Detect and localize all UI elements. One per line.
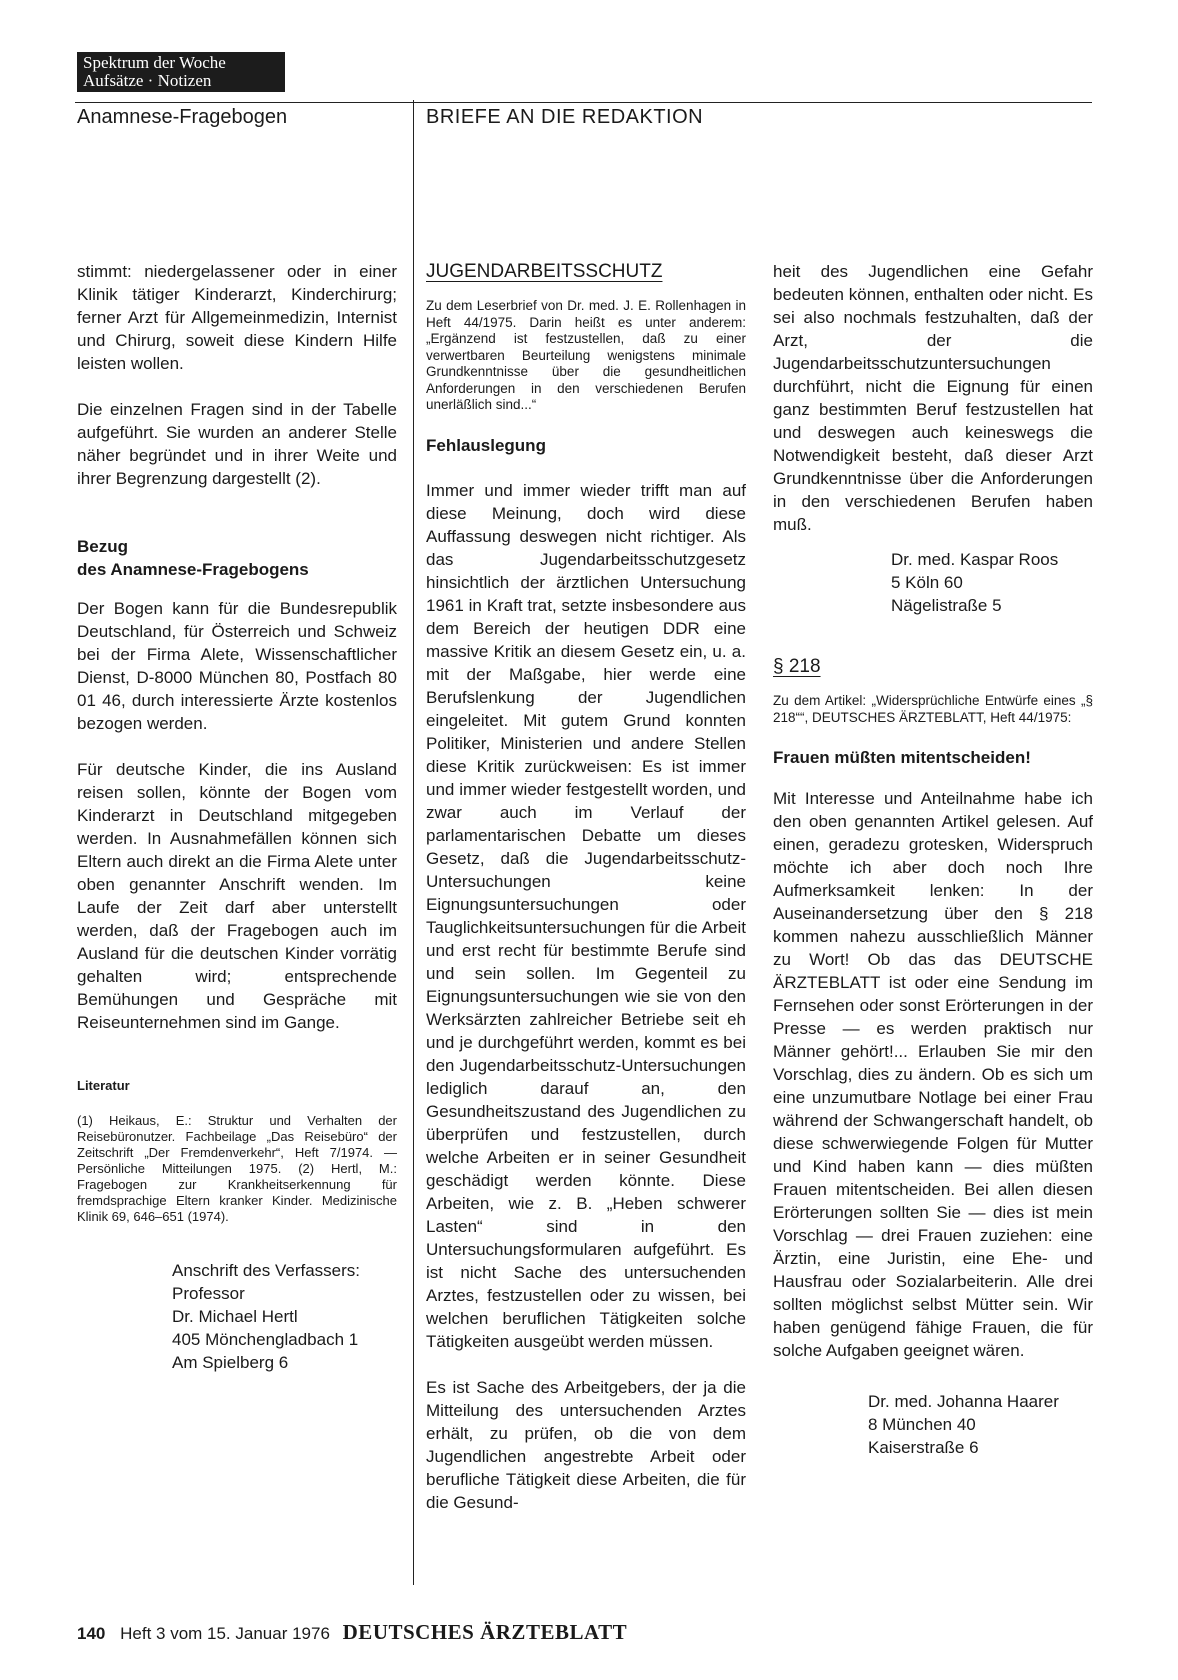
letter-heading: Frauen müßten mitentscheiden! (773, 748, 1031, 767)
page-number: 140 (77, 1624, 106, 1643)
address-line: Am Spielberg 6 (172, 1353, 289, 1372)
letter-column-1 (426, 260, 746, 1537)
signature-line: Dr. med. Kaspar Roos (891, 550, 1059, 569)
issue-info: Heft 3 vom 15. Januar 1976 (120, 1624, 330, 1643)
letter-column-2 (773, 260, 1093, 1479)
address-line: 405 Mönchengladbach 1 (172, 1330, 359, 1349)
author-address (77, 1259, 397, 1374)
letter-paragraph: heit des Jugendlichen eine Gefahr bedeuten können, enthalten oder nicht. Es sei also nochmals festzuhalten, daß der Arzt, der die Jugendarbeitsschutzuntersuchungen durchführt, nicht die Eignung für einen ganz bestimmten Beruf festzustellen hat und deswegen auch keineswegs die Notwendigkeit besteht, daß dieser Arzt Grundkenntnisse über die Anforderungen in den verschiedenen Berufen haben muß. (773, 262, 1093, 534)
letter-signature (773, 548, 1093, 617)
article-heading-line: Bezug (77, 537, 128, 556)
signature-line: Dr. med. Johanna Haarer (868, 1392, 1059, 1411)
article-heading (77, 535, 397, 581)
signature-line: Kaiserstraße 6 (868, 1438, 979, 1457)
letter-intro: Zu dem Leserbrief von Dr. med. J. E. Rollenhagen in Heft 44/1975. Darin heißt es unter anderem: „Ergänzend ist festzustellen, daß zu einer verwertbaren Beurteilung wenigstens minimale Grundkenntnisse über die gesundheitlichen Anforderungen in den verschiedenen Berufen unerläßlich sind...“ (426, 298, 746, 412)
column-divider (413, 100, 414, 1585)
letter-heading: Fehlauslegung (426, 435, 546, 455)
article-paragraph: Der Bogen kann für die Bundesrepublik Deutschland, für Österreich und Schweiz bei der Firma Alete, Wissenschaftlicher Dienst, D-8000 München 80, Postfach 80 01 46, durch interessierte Ärzte kostenlos bezogen werden. (77, 599, 397, 733)
article-column (77, 260, 397, 1374)
literature-label: Literatur (77, 1078, 130, 1093)
section-badge (77, 52, 285, 92)
masthead: DEUTSCHES ÄRZTEBLATT (342, 1620, 628, 1644)
address-line: Anschrift des Verfassers: (172, 1261, 361, 1280)
letter-paragraph: Es ist Sache des Arbeitgebers, der ja die Mitteilung des untersuchenden Arztes erhält, zu prüfen, ob die von dem Jugendlichen angestrebte Arbeit oder berufliche Tätigkeit diese Arbeiten, die für die Gesund- (426, 1377, 746, 1512)
page-footer (77, 1620, 627, 1646)
letter-topic: § 218 (773, 656, 821, 677)
address-line: Dr. Michael Hertl (172, 1307, 298, 1326)
article-paragraph: Die einzelnen Fragen sind in der Tabelle aufgeführt. Sie wurden an anderer Stelle näher begründet und in ihrer Weite und ihrer Begrenzung dargestellt (2). (77, 400, 397, 488)
article-paragraph: stimmt: niedergelassener oder in einer Klinik tätiger Kinderarzt, Kinderchirurg; ferner Arzt für Allgemeinmedizin, Internist und Chirurg, soweit diese Kindern Hilfe leisten wollen. (77, 262, 397, 373)
right-section-title: BRIEFE AN DIE REDAKTION (426, 106, 704, 128)
literature-text: (1) Heikaus, E.: Struktur und Verhalten der Reisebüronutzer. Fachbeilage „Das Reisebüro“ der Zeitschrift „Der Fremdenverkehr“, Heft 7/1974. — Persönliche Mitteilungen 1975. (2) Hertl, M.: Fragebogen zur Krankheitserkennung für fremdsprachige Eltern kranker Kinder. Medizinische Klinik 69, 646–651 (1974). (77, 1113, 397, 1224)
letter-signature (773, 1390, 1093, 1459)
letter-paragraph: Mit Interesse und Anteilnahme habe ich den oben genannten Artikel gelesen. Auf einen, geradezu grotesken, Widerspruch möchte ich aber doch noch Ihre Aufmerksamkeit lenken: In der Auseinandersetzung über den § 218 kommen nahezu ausschließlich Männer zu Wort! Ob das das DEUTSCHE ÄRZTEBLATT ist oder eine Sendung im Fernsehen oder sonst Erörterungen in der Presse — es werden praktisch nur Männer gehört!... Erlauben Sie mir den Vorschlag, dies zu ändern. Ob es sich um eine unzumutbare Notlage bei einer Frau während der Schwangerschaft handelt, ob diese schwerwiegende Folgen für Mutter und Kind haben kann — dies müßten Frauen mitentscheiden. Bei allen diesen Erörterungen sollten Sie — dies ist mein Vorschlag — drei Frauen zuziehen: eine Ärztin, eine Juristin, eine Ehe- und Hausfrau oder Sozialarbeiterin. Alle drei sollten möglichst selbst Mütter sein. Wir haben genügend fähige Frauen, die für solche Aufgaben geeignet wären. (773, 789, 1093, 1360)
badge-line-2: Aufsätze · Notizen (83, 71, 212, 90)
left-section-title: Anamnese-Fragebogen (77, 106, 288, 128)
address-line: Professor (172, 1284, 245, 1303)
header-rule (75, 102, 1092, 103)
signature-line: Nägelistraße 5 (891, 596, 1002, 615)
article-paragraph: Für deutsche Kinder, die ins Ausland reisen sollen, könnte der Bogen vom Kinderarzt in Deutschland mitgegeben werden. In Ausnahmefällen können sich Eltern auch direkt an die Firma Alete unter oben genannter Anschrift wenden. Im Laufe der Zeit darf aber unterstellt werden, daß der Fragebogen auch im Ausland für die deutschen Kinder vorrätig gehalten wird; entsprechende Bemühungen und Gespräche mit Reiseunternehmen sind im Gange. (77, 760, 397, 1032)
letter-intro: Zu dem Artikel: „Widersprüchliche Entwürfe eines „§ 218““, DEUTSCHES ÄRZTEBLATT, Heft 44/1975: (773, 693, 1093, 725)
letter-paragraph: Immer und immer wieder trifft man auf diese Meinung, doch wird diese Auffassung deswegen nicht richtiger. Als das Jugendarbeitsschutzgesetz hinsichtlich der ärztlichen Untersuchung 1961 in Kraft trat, setzte insbesondere aus dem Bereich der heutigen DDR eine massive Kritik an diesem Gesetz ein, u. a. mit der Maßgabe, hier werde eine Berufslenkung der Jugendlichen eingeleitet. Mit gutem Grund konnten Politiker, Ministerien und andere Stellen diese Kritik zurückweisen: Es ist immer und immer wieder festgestellt worden, und zwar auch im Verlauf der parlamentarischen Debatte um dieses Gesetz, daß die Jugendarbeitsschutz-Untersuchungen keine Eignungsuntersuchungen oder Tauglichkeitsuntersuchungen für die Arbeit und erst recht für bestimmte Berufe sind und sein sollen. Im Gegenteil zu Eignungsuntersuchungen wie sie von den Werksärzten zahlreicher Betriebe seit eh und je durchgeführt werden, kommt es bei den Jugendarbeitsschutz-Untersuchungen lediglich darauf an, den Gesundheitszustand des Jugendlichen zu überprüfen und festzustellen, durch welche Arbeiten er in seiner Gesundheit geschädigt werden könnte. Diese Arbeiten, wie z. B. „Heben schwerer Lasten“ sind in den Untersuchungsformularen aufgeführt. Es ist nicht Sache des untersuchenden Arztes, festzustellen oder zu wissen, bei welchen beruflichen Tätigkeiten solche Tätigkeiten ausgeübt werden müssen. (426, 480, 746, 1351)
signature-line: 8 München 40 (868, 1415, 976, 1434)
badge-line-1: Spektrum der Woche (83, 53, 226, 72)
letter-topic: JUGENDARBEITSSCHUTZ (426, 261, 663, 282)
article-heading-line: des Anamnese-Fragebogens (77, 560, 309, 579)
signature-line: 5 Köln 60 (891, 573, 963, 592)
